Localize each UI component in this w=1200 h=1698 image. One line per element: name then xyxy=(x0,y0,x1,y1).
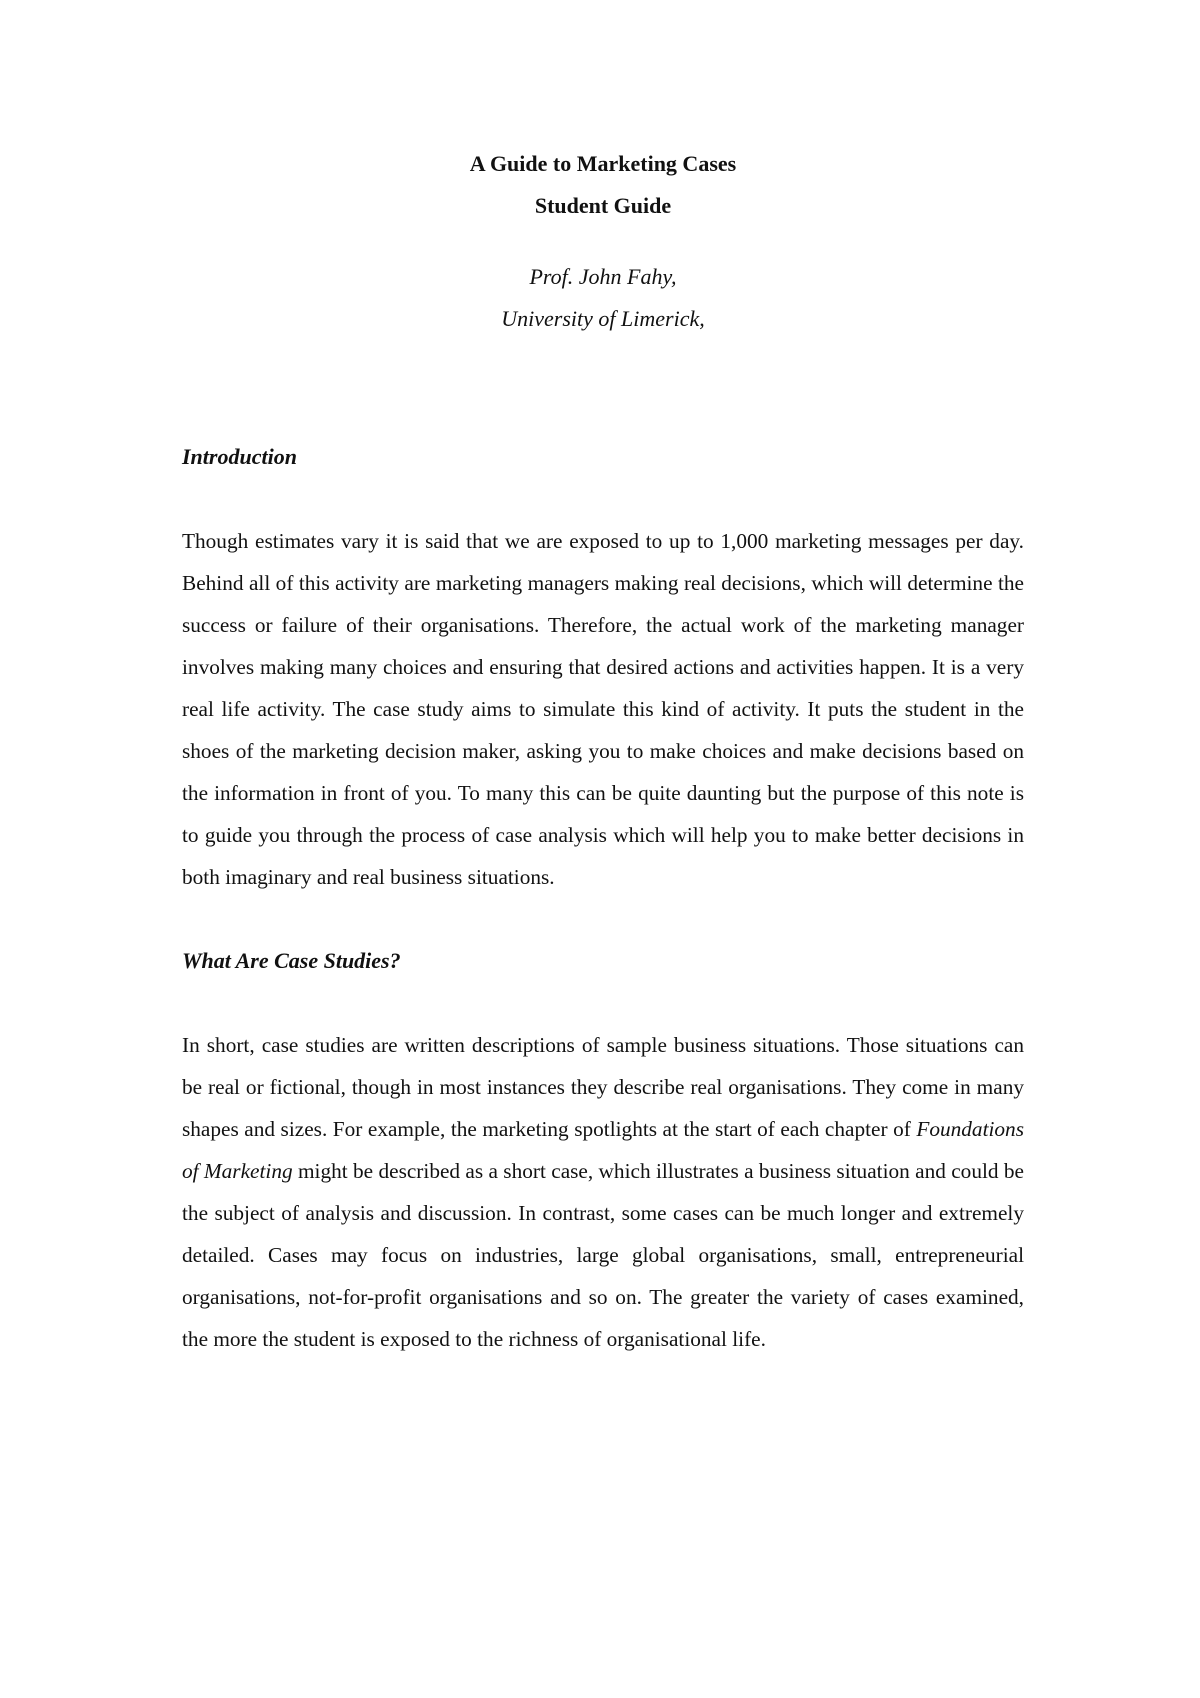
author-block xyxy=(182,256,1024,340)
book-title: Foundations of Marketing xyxy=(182,1117,1024,1183)
case-studies-text-part1: In short, case studies are written descriptions of sample business situations. Those situations can be real or fictional, though in most instances they describe real organisations. They come in many shapes and sizes. For example, the marketing spotlights at the start of each chapter of xyxy=(182,1033,1024,1141)
case-studies-text-part2: might be described as a short case, which illustrates a business situation and could be the subject of analysis and discussion. In contrast, some cases can be much longer and extremely detailed. Cases may focus on industries, large global organisations, small, entrepreneurial organisations, not-for-profit organisations and so on. The greater the variety of cases examined, the more the student is exposed to the richness of organisational life. xyxy=(182,1159,1024,1351)
section-heading-case-studies: What Are Case Studies? xyxy=(182,948,401,973)
author-affiliation: University of Limerick, xyxy=(501,306,705,331)
section-heading-introduction: Introduction xyxy=(182,444,297,469)
document-title: A Guide to Marketing Cases xyxy=(469,151,737,176)
author-name: Prof. John Fahy, xyxy=(529,264,677,289)
introduction-paragraph: Though estimates vary it is said that we are exposed to up to 1,000 marketing messages per day. Behind all of this activity are marketing managers making real decisions, which will determine the success or failure of their organisations. Therefore, the actual work of the marketing manager involves making many choices and ensuring that desired actions and activities happen. It is a very real life activity. The case study aims to simulate this kind of activity. It puts the student in the shoes of the marketing decision maker, asking you to make choices and make decisions based on the information in front of you. To many this can be quite daunting but the purpose of this note is to guide you through the process of case analysis which will help you to make better decisions in both imaginary and real business situations. xyxy=(182,529,1024,889)
case-studies-paragraph xyxy=(182,1024,1024,1360)
document-subtitle: Student Guide xyxy=(534,193,672,218)
document-content xyxy=(182,143,1024,1360)
title-block xyxy=(182,143,1024,227)
